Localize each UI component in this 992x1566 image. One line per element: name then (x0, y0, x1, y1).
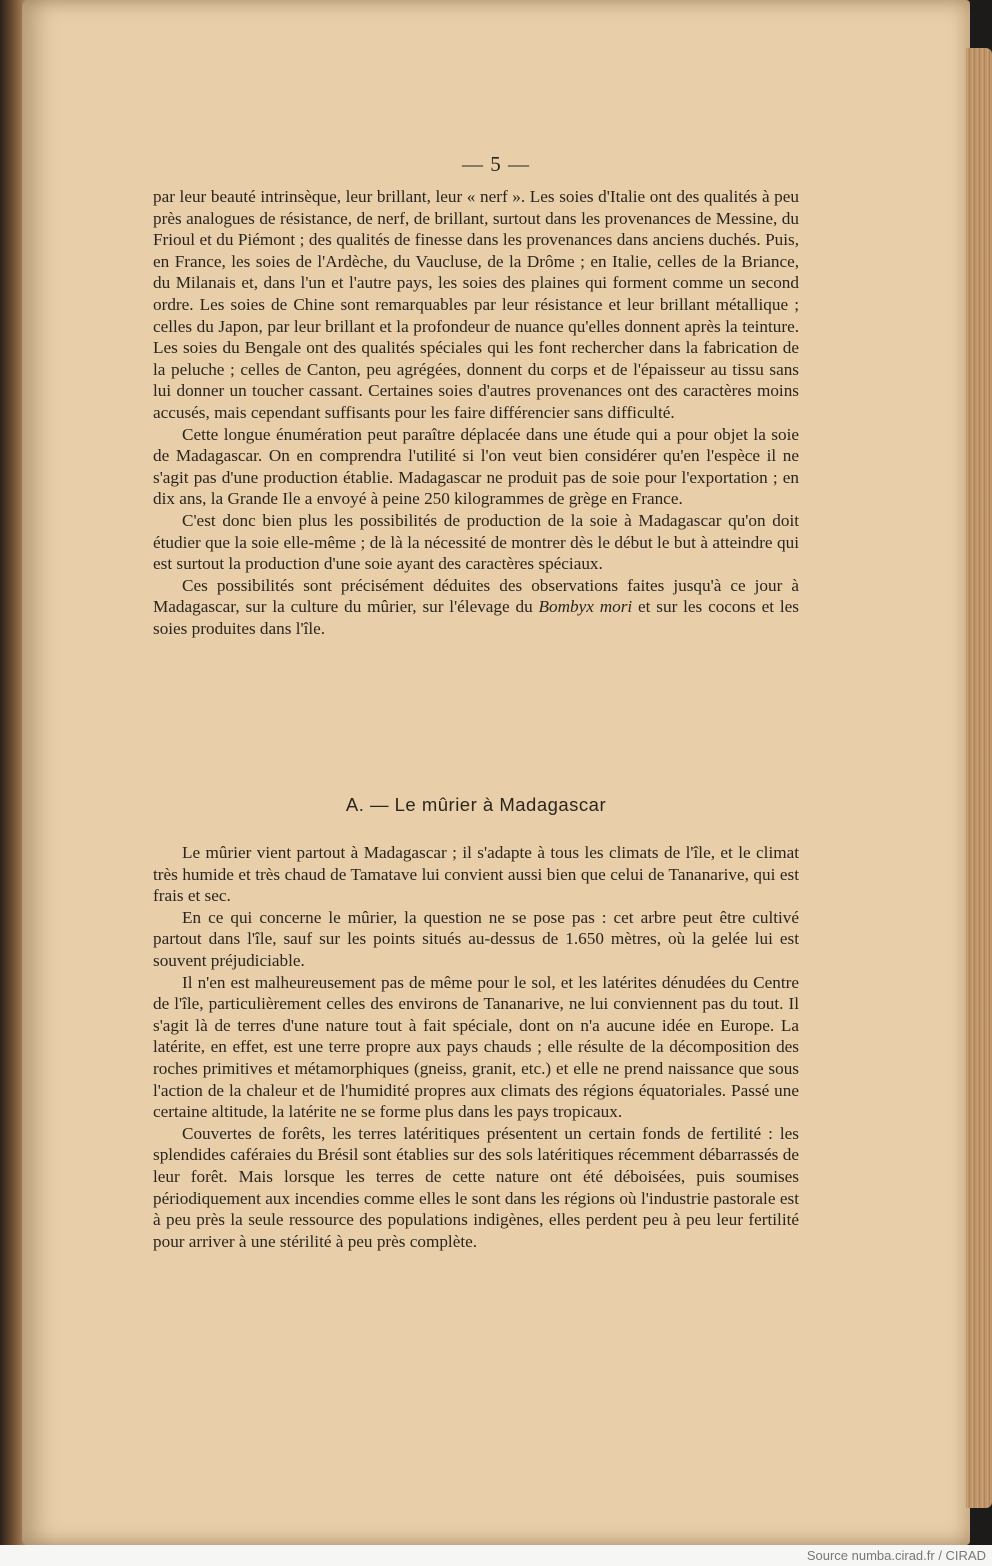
body-text-bottom (153, 842, 799, 1252)
paragraph: En ce qui concerne le mûrier, la question ne se pose pas : cet arbre peut être cultivé partout dans l'île, sauf sur les points situés au-dessus de 1.650 mètres, où la gelée lui est souvent préjudiciable. (153, 907, 799, 970)
source-footer (0, 1545, 992, 1566)
paragraph: Le mûrier vient partout à Madagascar ; il s'adapte à tous les climats de l'île, et le climat très humide et très chaud de Tamatave lui convient aussi bien que celui de Tananarive, qui est frais et sec. (153, 843, 799, 906)
paragraph: C'est donc bien plus les possibilités de production de la soie à Madagascar qu'on doit étudier que la soie elle-même ; de là la nécessité de montrer dès le début le but à atteindre qui est surtout la production d'une soie ayant des caractères spéciaux. (153, 510, 799, 574)
body-text-top (153, 186, 799, 639)
species-name: Bombyx mori (538, 597, 633, 617)
paragraph (153, 575, 799, 640)
paragraph: Il n'en est malheureusement pas de même pour le sol, et les latérites dénudées du Centre de l'île, particulièrement celles des environs de Tananarive, ne lui conviennent pas du tout. Il s'agit là de terres d'une nature tout à fait spéciale, dont on n'a aucune idée en Europe. La latérite, en effet, est une terre propre aux pays chauds ; elle résulte de la décomposition des roches primitives et métamorphiques (gneiss, granit, etc.) et elle ne prend naissance que sous l'action de la chaleur et de l'humidité propres aux climats des régions équatoriales. Passé une certaine altitude, la latérite ne se forme plus dans les pays tropicaux. (153, 972, 799, 1122)
section-heading: A. — Le mûrier à Madagascar (345, 794, 607, 815)
paragraph: Cette longue énumération peut paraître déplacée dans une étude qui a pour objet la soie de Madagascar. On en comprendra l'utilité si l'on veut bien considérer qu'en l'espèce il ne s'agit pas d'une production établie. Madagascar ne produit pas de soie pour l'exportation ; en dix ans, la Grande Ile a envoyé à peine 250 kilogrammes de grège en France. (153, 424, 799, 509)
paragraph-text: et sur les cocons et les soies produites dans l'île. (153, 597, 799, 638)
paragraph: Couvertes de forêts, les terres latéritiques présentent un certain fonds de fertilité : les splendides caféraies du Brésil sont établies sur des sols latéritiques récemment débarrassés de leur forêt. Mais lorsque les terres de cette nature ont été déboisées, puis soumises périodiquement aux incendies comme elles le sont dans les régions où l'industrie pastorale est à peu près la seule ressource des populations indigènes, elles perdent peu à peu leur fertilité pour arriver à une stérilité à peu près complète. (153, 1123, 799, 1251)
page-number: — 5 — (462, 152, 530, 176)
page-stack-edge (966, 48, 992, 1508)
book-page (22, 0, 970, 1545)
paragraph-text: Ces possibilités sont précisément déduites des observations faites jusqu'à ce jour à Madagascar, sur la culture du mûrier, sur l'élevage du (153, 575, 799, 617)
source-credit: Source numba.cirad.fr / CIRAD (806, 1548, 986, 1563)
paragraph: par leur beauté intrinsèque, leur brillant, leur « nerf ». Les soies d'Italie ont des qualités à peu près analogues de résistance, de nerf, de brillant, surtout dans les provenances de Messine, du Frioul et du Piémont ; des qualités de finesse dans les provenances dans anciens duchés. Puis, en France, les soies de l'Ardèche, du Vaucluse, de la Drôme ; en Italie, celles de la Briance, du Milanais et, dans l'un et l'autre pays, les soies des plaines qui forment comme un second ordre. Les soies de Chine sont remarquables par leur résistance et leur brillant métallique ; celles du Japon, par leur brillant et la profondeur de nuance qu'elles donnent après la teinture. Les soies du Bengale ont des qualités spéciales qui les font rechercher dans la fabrication de la peluche ; celles de Canton, peu agrégées, donnent du corps et de l'épaisseur au tissu sans lui donner un toucher cassant. Certaines soies d'autres provenances ont des caractères moins accusés, mais cependant suffisants pour les faire différencier sans difficulté. (153, 187, 799, 422)
